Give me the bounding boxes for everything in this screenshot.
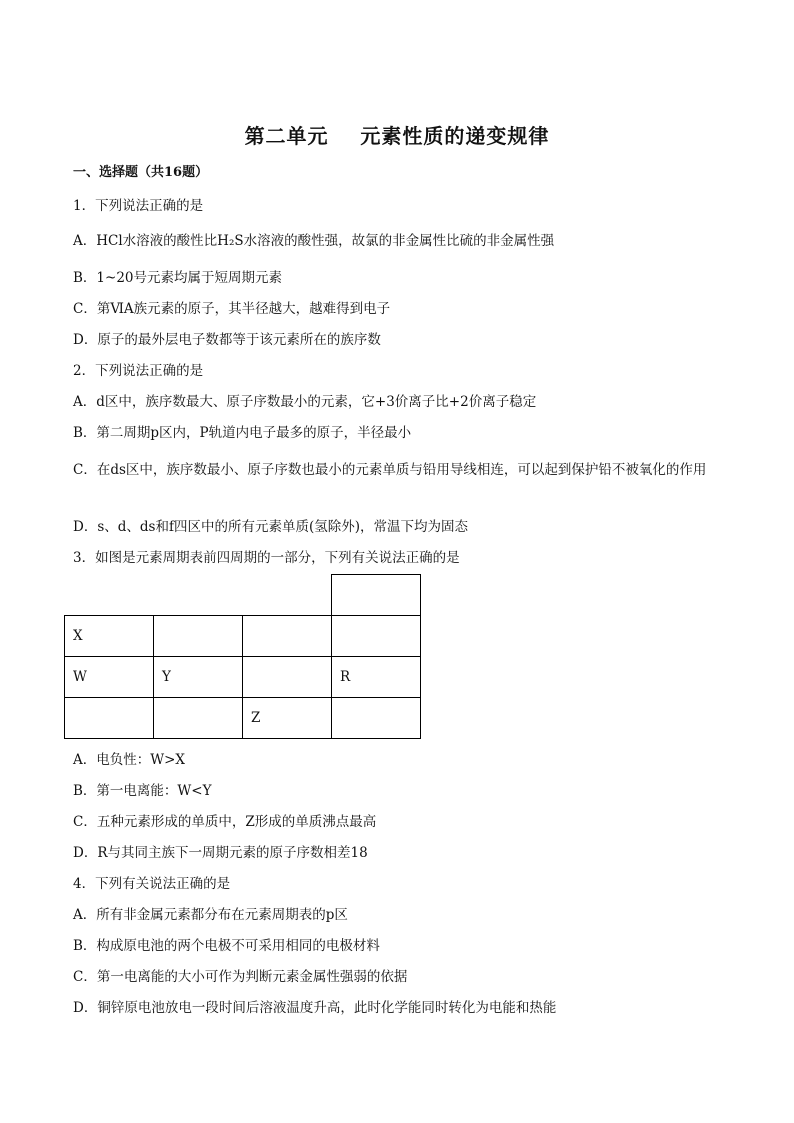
question-3-option-d: D．R与其同主族下一周期元素的原子序数相差18 <box>73 845 368 861</box>
table-cell <box>332 616 421 657</box>
question-2-option-c: C．在ds区中，族序数最小、原子序数也最小的元素单质与铅用导线相连，可以起到保护铅不被氧化的作用 <box>73 462 707 478</box>
table-row <box>65 575 421 616</box>
question-3-option-b: B．第一电离能：W<Y <box>73 783 212 799</box>
table-cell <box>65 698 154 739</box>
question-4-option-c: C．第一电离能的大小可作为判断元素金属性强弱的依据 <box>73 969 408 985</box>
table-cell <box>243 575 332 616</box>
document-title: 第二单元 元素性质的递变规律 <box>244 124 550 148</box>
question-3-option-a: A．电负性：W>X <box>73 752 186 768</box>
question-2-stem: 2．下列说法正确的是 <box>73 363 204 379</box>
periodic-table-fragment <box>64 574 421 739</box>
question-1-option-c: C．第ⅥA族元素的原子，其半径越大，越难得到电子 <box>73 301 391 317</box>
question-3-option-c: C．五种元素形成的单质中，Z形成的单质沸点最高 <box>73 814 377 830</box>
table-cell: Y <box>154 657 243 698</box>
table-cell: Z <box>243 698 332 739</box>
question-3-stem: 3．如图是元素周期表前四周期的一部分，下列有关说法正确的是 <box>73 550 460 566</box>
question-1-option-d: D．原子的最外层电子数都等于该元素所在的族序数 <box>73 332 381 348</box>
table-cell <box>154 698 243 739</box>
question-1-stem: 1．下列说法正确的是 <box>73 198 204 214</box>
question-2-option-a: A．d区中，族序数最大、原子序数最小的元素，它+3价离子比+2价离子稳定 <box>73 394 537 410</box>
table-cell: W <box>65 657 154 698</box>
table-cell <box>243 657 332 698</box>
table-cell <box>65 575 154 616</box>
question-4-option-d: D．铜锌原电池放电一段时间后溶液温度升高，此时化学能同时转化为电能和热能 <box>73 1000 557 1016</box>
question-1-option-a: A．HCl水溶液的酸性比H₂S水溶液的酸性强，故氯的非金属性比硫的非金属性强 <box>73 233 555 249</box>
table-cell <box>243 616 332 657</box>
question-4-stem: 4．下列有关说法正确的是 <box>73 876 231 892</box>
table-cell <box>332 575 421 616</box>
question-2-option-b: B．第二周期p区内，P轨道内电子最多的原子，半径最小 <box>73 425 412 441</box>
question-4-option-a: A．所有非金属元素都分布在元素周期表的p区 <box>73 907 348 923</box>
table-row <box>65 616 421 657</box>
table-cell <box>154 616 243 657</box>
table-row <box>65 657 421 698</box>
question-2-option-d: D．s、d、ds和f四区中的所有元素单质(氢除外)，常温下均为固态 <box>73 519 468 535</box>
question-4-option-b: B．构成原电池的两个电极不可采用相同的电极材料 <box>73 938 380 954</box>
question-1-option-b: B．1~20号元素均属于短周期元素 <box>73 270 282 286</box>
table-row <box>65 698 421 739</box>
table-cell: R <box>332 657 421 698</box>
table-cell <box>154 575 243 616</box>
section-heading: 一、选择题（共16题） <box>73 165 209 180</box>
table-cell: X <box>65 616 154 657</box>
table-cell <box>332 698 421 739</box>
